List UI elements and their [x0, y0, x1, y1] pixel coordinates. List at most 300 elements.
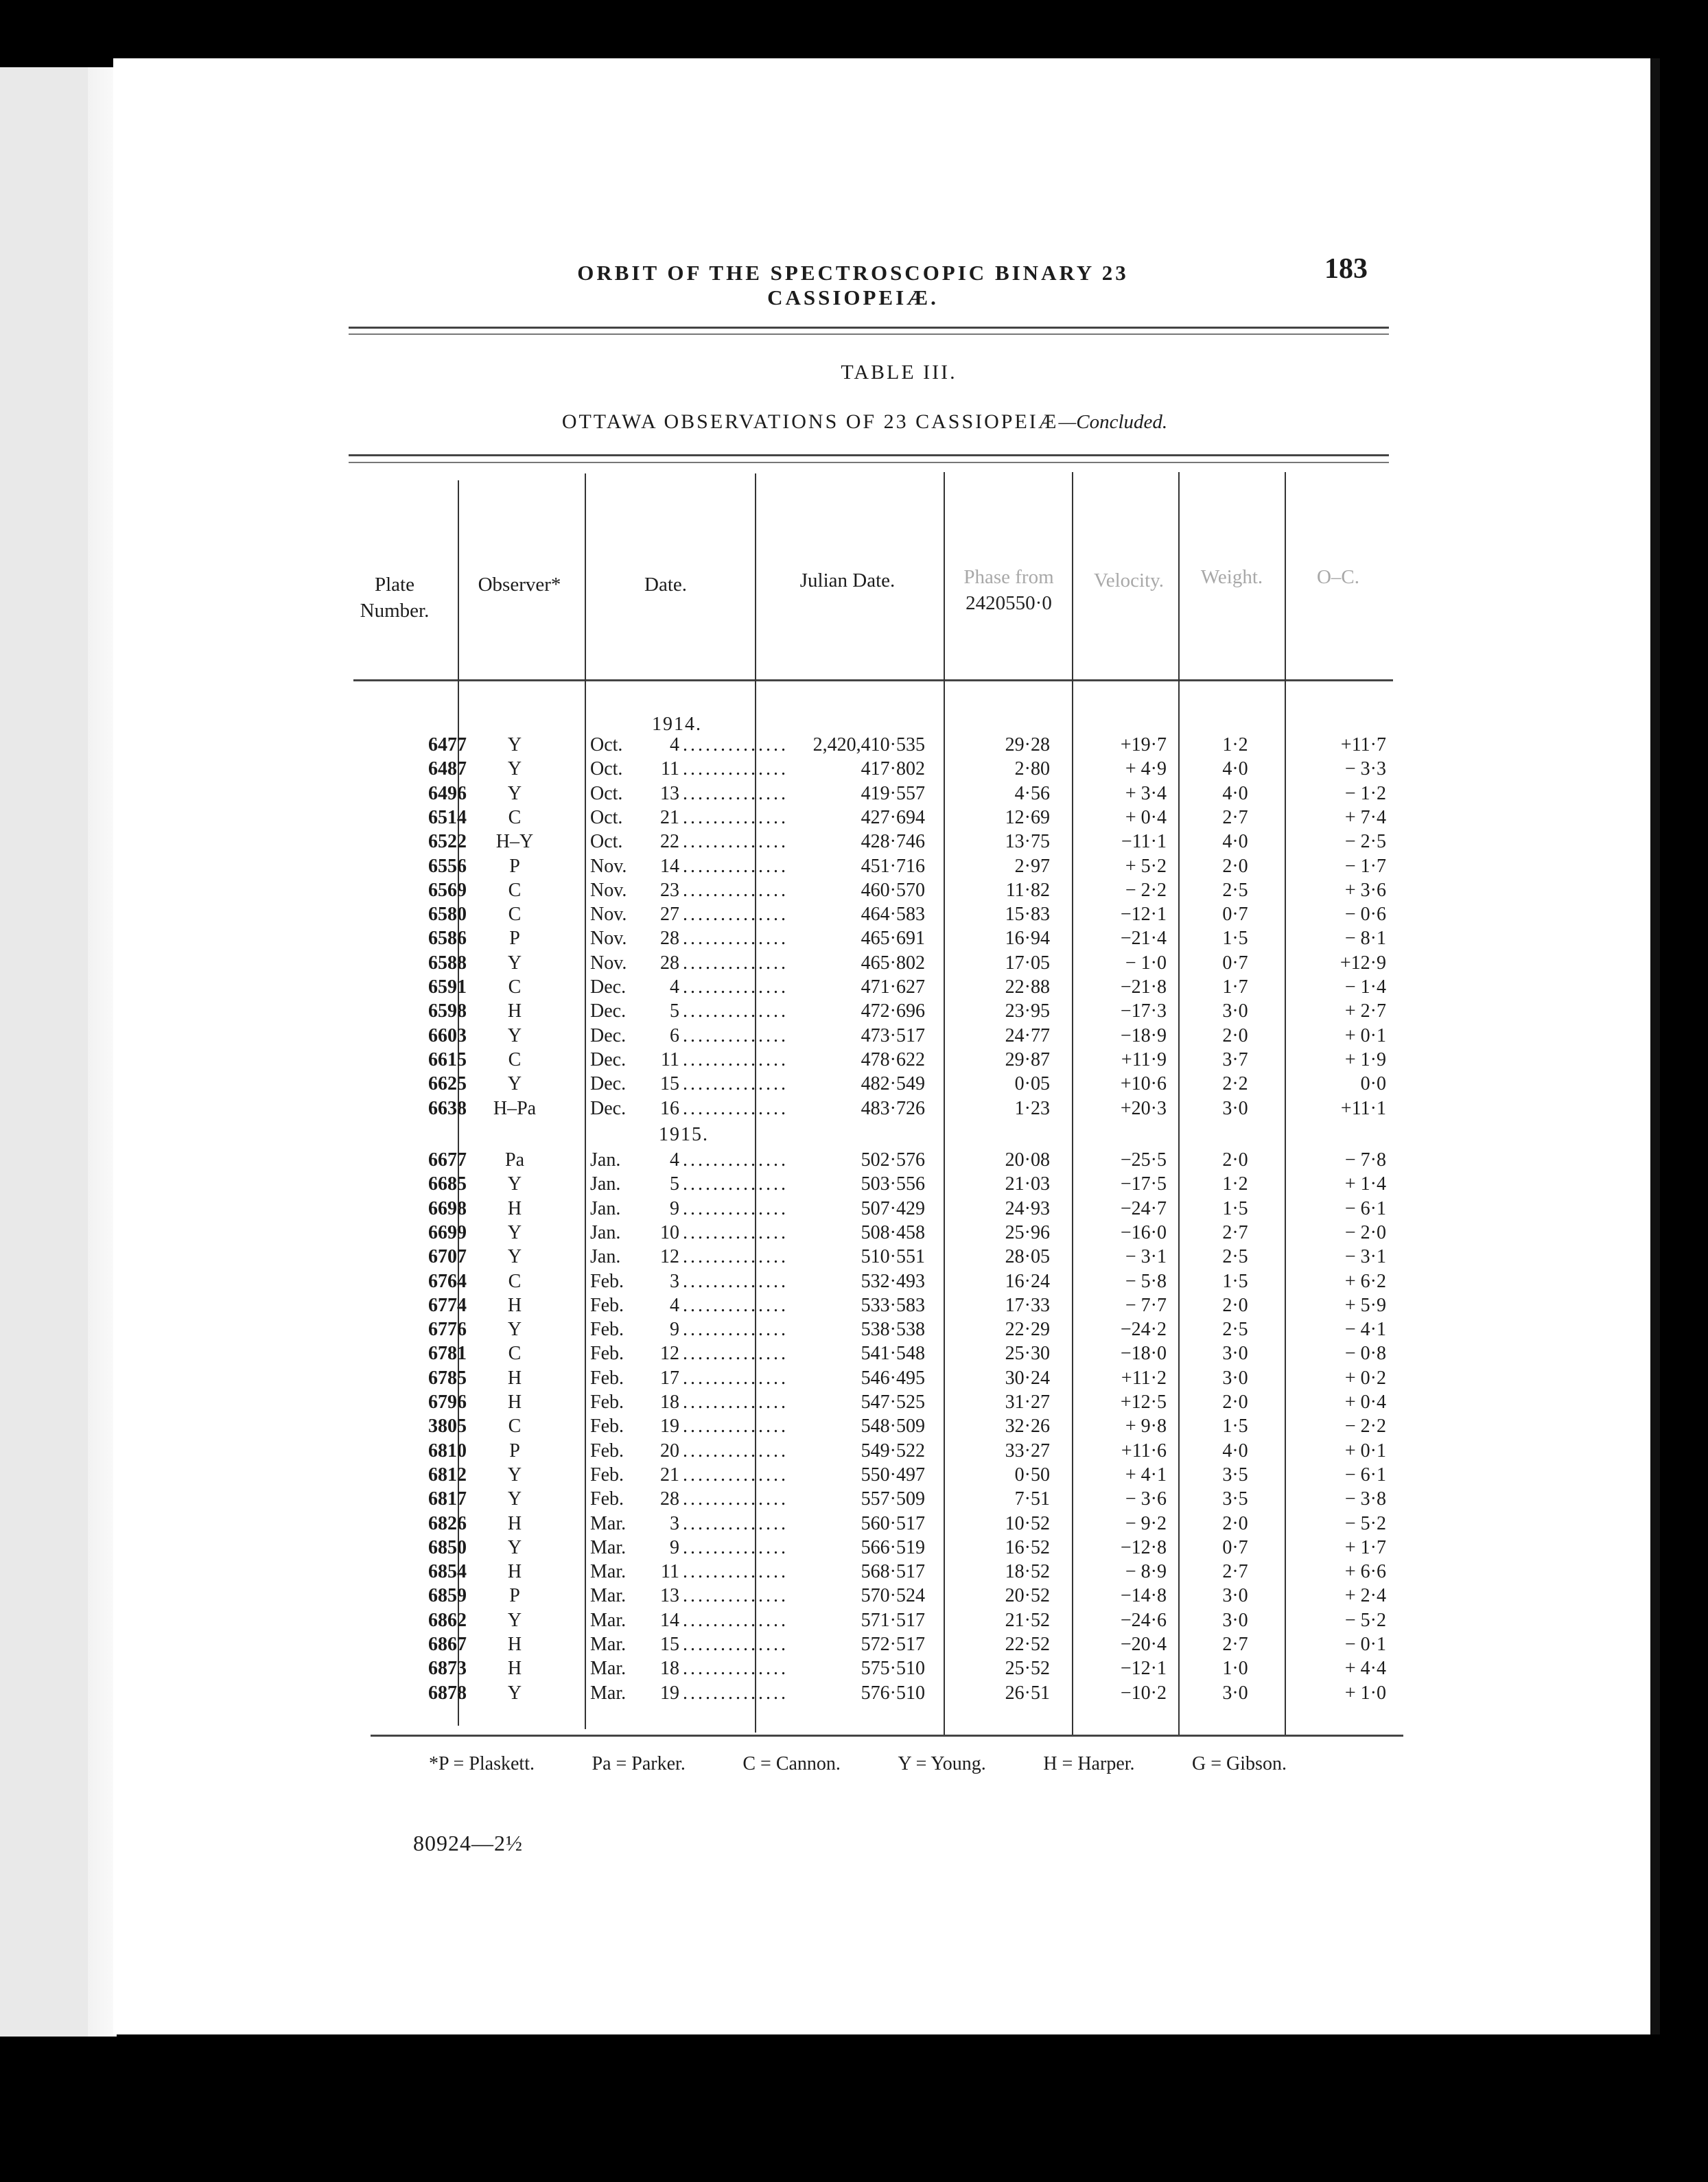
- month-cell: Oct.: [590, 807, 623, 828]
- o-minus-c-cell: + 0·1: [1344, 1025, 1386, 1046]
- velocity-cell: +12·5: [1120, 1392, 1167, 1413]
- velocity-cell: −11·1: [1121, 831, 1167, 852]
- plate-number-cell: 6685: [428, 1173, 467, 1195]
- day-cell: 21: [660, 807, 679, 828]
- velocity-cell: +19·7: [1120, 734, 1167, 755]
- phase-cell: 20·08: [1005, 1149, 1050, 1171]
- legend-item: G = Gibson.: [1192, 1753, 1287, 1774]
- plate-number-cell: 6580: [428, 904, 467, 925]
- observer-cell: C: [508, 1416, 522, 1437]
- phase-cell: 2·80: [1014, 758, 1050, 779]
- velocity-cell: −24·7: [1120, 1198, 1167, 1219]
- observer-cell: Y: [507, 734, 522, 755]
- o-minus-c-cell: − 0·6: [1344, 904, 1386, 925]
- observer-cell: H: [507, 1368, 522, 1389]
- header-date: Date.: [644, 574, 687, 596]
- month-cell: Mar.: [590, 1561, 627, 1582]
- table-row: [0, 926, 1708, 951]
- julian-date-cell: 465·802: [861, 952, 925, 974]
- phase-cell: 16·52: [1005, 1537, 1050, 1558]
- weight-cell: 2·7: [1222, 1222, 1248, 1243]
- julian-date-cell: 482·549: [861, 1073, 925, 1094]
- observer-cell: Y: [507, 1537, 522, 1558]
- phase-cell: 20·52: [1005, 1585, 1050, 1606]
- o-minus-c-cell: − 8·1: [1344, 928, 1386, 949]
- table-row: [0, 1656, 1708, 1681]
- day-cell: 11: [661, 1049, 679, 1070]
- table-row: [0, 1390, 1708, 1415]
- month-cell: Nov.: [590, 856, 627, 877]
- julian-date-cell: 557·509: [861, 1488, 925, 1510]
- plate-number-cell: 6862: [428, 1610, 467, 1631]
- leader-dots: ..............: [683, 758, 788, 779]
- plate-number-cell: 6603: [428, 1025, 467, 1046]
- table-row: [0, 782, 1708, 806]
- leader-dots: ..............: [683, 1561, 788, 1582]
- velocity-cell: +10·6: [1120, 1073, 1167, 1094]
- observer-cell: Y: [507, 1682, 522, 1704]
- weight-cell: 3·7: [1222, 1049, 1248, 1070]
- observer-cell: H: [507, 1198, 522, 1219]
- month-cell: Feb.: [590, 1368, 624, 1389]
- julian-date-cell: 571·517: [861, 1610, 925, 1631]
- julian-date-cell: 550·497: [861, 1464, 925, 1486]
- weight-cell: 3·0: [1222, 1368, 1248, 1389]
- leader-dots: ..............: [683, 1025, 788, 1046]
- velocity-cell: − 3·1: [1125, 1246, 1167, 1267]
- julian-date-cell: 560·517: [861, 1513, 925, 1534]
- leader-dots: ..............: [683, 1368, 788, 1389]
- weight-cell: 2·0: [1222, 1295, 1248, 1316]
- leader-dots: ..............: [683, 856, 788, 877]
- table-row: [0, 1560, 1708, 1584]
- o-minus-c-cell: + 1·9: [1344, 1049, 1386, 1070]
- observer-cell: Y: [507, 952, 522, 974]
- weight-cell: 2·5: [1222, 880, 1248, 901]
- observer-cell: H: [507, 1295, 522, 1316]
- month-cell: Nov.: [590, 904, 627, 925]
- weight-cell: 2·0: [1222, 1392, 1248, 1413]
- day-cell: 9: [670, 1319, 679, 1340]
- phase-cell: 25·52: [1005, 1658, 1050, 1679]
- leader-dots: ..............: [683, 1610, 788, 1631]
- plate-number-cell: 6785: [428, 1368, 467, 1389]
- header-phase-line1: Phase from: [963, 566, 1054, 588]
- header-velocity: Velocity.: [1093, 570, 1164, 591]
- header-phase-line2: 2420550·0: [966, 592, 1052, 614]
- observer-cell: P: [509, 1585, 520, 1606]
- phase-cell: 24·77: [1005, 1025, 1050, 1046]
- velocity-cell: + 4·1: [1125, 1464, 1167, 1486]
- table-row: [0, 1172, 1708, 1197]
- velocity-cell: −10·2: [1120, 1682, 1167, 1704]
- phase-cell: 12·69: [1005, 807, 1050, 828]
- leader-dots: ..............: [683, 1246, 788, 1267]
- velocity-cell: −21·4: [1120, 928, 1167, 949]
- day-cell: 4: [670, 1295, 679, 1316]
- month-cell: Jan.: [590, 1173, 621, 1195]
- velocity-cell: −12·1: [1120, 904, 1167, 925]
- weight-cell: 1·2: [1222, 734, 1248, 755]
- table-row: [0, 951, 1708, 976]
- julian-date-cell: 428·746: [861, 831, 925, 852]
- velocity-cell: + 0·4: [1125, 807, 1167, 828]
- legend-item: Y = Young.: [898, 1753, 986, 1774]
- observer-cell: Y: [507, 1173, 522, 1195]
- leader-dots: ..............: [683, 880, 788, 901]
- observer-cell: H: [507, 1634, 522, 1655]
- month-cell: Feb.: [590, 1440, 624, 1462]
- o-minus-c-cell: + 6·6: [1344, 1561, 1386, 1582]
- table-subtitle-text: OTTAWA OBSERVATIONS OF 23 CASSIOPEIÆ: [561, 410, 1059, 433]
- observer-cell: H–Y: [495, 831, 534, 852]
- day-cell: 15: [660, 1073, 679, 1094]
- observer-cell: Y: [507, 1246, 522, 1267]
- plate-number-cell: 6878: [428, 1682, 467, 1704]
- month-cell: Dec.: [590, 1073, 627, 1094]
- o-minus-c-cell: − 6·1: [1344, 1464, 1386, 1486]
- table-row: [0, 1269, 1708, 1294]
- julian-date-cell: 451·716: [861, 856, 925, 877]
- month-cell: Feb.: [590, 1319, 624, 1340]
- julian-date-cell: 419·557: [861, 783, 925, 804]
- phase-cell: 0·05: [1014, 1073, 1050, 1094]
- julian-date-cell: 472·696: [861, 1000, 925, 1022]
- month-cell: Jan.: [590, 1149, 621, 1171]
- velocity-cell: −18·0: [1120, 1343, 1167, 1364]
- month-cell: Jan.: [590, 1198, 621, 1219]
- month-cell: Feb.: [590, 1416, 624, 1437]
- velocity-cell: − 7·7: [1125, 1295, 1167, 1316]
- month-cell: Feb.: [590, 1343, 624, 1364]
- header-plate-line1: Plate: [375, 574, 414, 596]
- plate-number-cell: 6810: [428, 1440, 467, 1462]
- phase-cell: 26·51: [1005, 1682, 1050, 1704]
- plate-number-cell: 6817: [428, 1488, 467, 1510]
- table-row: [0, 1414, 1708, 1439]
- weight-cell: 1·0: [1222, 1658, 1248, 1679]
- julian-date-cell: 549·522: [861, 1440, 925, 1462]
- table-row: [0, 1608, 1708, 1633]
- legend-item: *P = Plaskett.: [429, 1753, 535, 1774]
- o-minus-c-cell: − 1·2: [1344, 783, 1386, 804]
- julian-date-cell: 568·517: [861, 1561, 925, 1582]
- table-subtitle: [480, 410, 1249, 434]
- plate-number-cell: 6774: [428, 1295, 467, 1316]
- phase-cell: 25·30: [1005, 1343, 1050, 1364]
- phase-cell: 18·52: [1005, 1561, 1050, 1582]
- month-cell: Nov.: [590, 952, 627, 974]
- table-row: [0, 1293, 1708, 1318]
- weight-cell: 4·0: [1222, 758, 1248, 779]
- weight-cell: 4·0: [1222, 783, 1248, 804]
- month-cell: Dec.: [590, 1049, 627, 1070]
- day-cell: 14: [660, 856, 679, 877]
- observer-cell: Y: [507, 1610, 522, 1631]
- phase-cell: 0·50: [1014, 1464, 1050, 1486]
- observer-cell: C: [508, 1049, 522, 1070]
- velocity-cell: − 1·0: [1125, 952, 1167, 974]
- o-minus-c-cell: + 0·1: [1344, 1440, 1386, 1462]
- plate-number-cell: 6850: [428, 1537, 467, 1558]
- observer-cell: H: [507, 1000, 522, 1022]
- weight-cell: 3·0: [1222, 1610, 1248, 1631]
- observer-cell: C: [508, 880, 522, 901]
- julian-date-cell: 460·570: [861, 880, 925, 901]
- phase-cell: 28·05: [1005, 1246, 1050, 1267]
- month-cell: Nov.: [590, 928, 627, 949]
- day-cell: 4: [670, 734, 679, 755]
- table-subtitle-suffix: —Concluded.: [1058, 411, 1168, 433]
- o-minus-c-cell: + 1·4: [1344, 1173, 1386, 1195]
- o-minus-c-cell: 0·0: [1360, 1073, 1386, 1094]
- day-cell: 23: [660, 880, 679, 901]
- weight-cell: 3·5: [1222, 1488, 1248, 1510]
- phase-cell: 16·94: [1005, 928, 1050, 949]
- o-minus-c-cell: + 4·4: [1344, 1658, 1386, 1679]
- weight-cell: 2·2: [1222, 1073, 1248, 1094]
- weight-cell: 2·0: [1222, 1513, 1248, 1534]
- weight-cell: 2·7: [1222, 1634, 1248, 1655]
- o-minus-c-cell: − 6·1: [1344, 1198, 1386, 1219]
- day-cell: 19: [660, 1416, 679, 1437]
- day-cell: 11: [661, 758, 679, 779]
- leader-dots: ..............: [683, 734, 788, 755]
- weight-cell: 4·0: [1222, 1440, 1248, 1462]
- month-cell: Jan.: [590, 1246, 621, 1267]
- o-minus-c-cell: − 5·2: [1344, 1610, 1386, 1631]
- day-cell: 28: [660, 952, 679, 974]
- table-row: [0, 1584, 1708, 1608]
- day-cell: 13: [660, 783, 679, 804]
- julian-date-cell: 532·493: [861, 1271, 925, 1292]
- julian-date-cell: 566·519: [861, 1537, 925, 1558]
- weight-cell: 2·7: [1222, 1561, 1248, 1582]
- day-cell: 28: [660, 1488, 679, 1510]
- table-row: [0, 830, 1708, 854]
- month-cell: Oct.: [590, 734, 623, 755]
- table-row: [0, 1197, 1708, 1221]
- julian-date-cell: 464·583: [861, 904, 925, 925]
- weight-cell: 3·0: [1222, 1000, 1248, 1022]
- julian-date-cell: 483·726: [861, 1098, 925, 1119]
- day-cell: 5: [670, 1000, 679, 1022]
- observer-cell: C: [508, 1343, 522, 1364]
- weight-cell: 3·5: [1222, 1464, 1248, 1486]
- month-cell: Feb.: [590, 1488, 624, 1510]
- phase-cell: 16·24: [1005, 1271, 1050, 1292]
- julian-date-cell: 417·802: [861, 758, 925, 779]
- month-cell: Mar.: [590, 1513, 627, 1534]
- plate-number-cell: 6826: [428, 1513, 467, 1534]
- table-row: [0, 1221, 1708, 1245]
- day-cell: 6: [670, 1025, 679, 1046]
- leader-dots: ..............: [683, 1682, 788, 1704]
- plate-number-cell: 6514: [428, 807, 467, 828]
- table-title: TABLE III.: [841, 361, 957, 384]
- table-row: [0, 878, 1708, 903]
- day-cell: 17: [660, 1368, 679, 1389]
- day-cell: 27: [660, 904, 679, 925]
- phase-cell: 4·56: [1014, 783, 1050, 804]
- legend-item: Pa = Parker.: [592, 1753, 686, 1774]
- julian-date-cell: 503·556: [861, 1173, 925, 1195]
- weight-cell: 3·0: [1222, 1585, 1248, 1606]
- leader-dots: ..............: [683, 1149, 788, 1171]
- velocity-cell: + 9·8: [1125, 1416, 1167, 1437]
- table-row: [0, 1024, 1708, 1048]
- month-cell: Oct.: [590, 758, 623, 779]
- weight-cell: 2·0: [1222, 1025, 1248, 1046]
- observer-cell: P: [509, 856, 520, 877]
- month-cell: Nov.: [590, 880, 627, 901]
- phase-cell: 33·27: [1005, 1440, 1050, 1462]
- o-minus-c-cell: − 3·1: [1344, 1246, 1386, 1267]
- observer-cell: H: [507, 1658, 522, 1679]
- velocity-cell: +11·2: [1121, 1368, 1167, 1389]
- day-cell: 16: [660, 1098, 679, 1119]
- observer-cell: C: [508, 1271, 522, 1292]
- day-cell: 20: [660, 1440, 679, 1462]
- plate-number-cell: 6477: [428, 734, 467, 755]
- day-cell: 3: [670, 1513, 679, 1534]
- phase-cell: 22·29: [1005, 1319, 1050, 1340]
- day-cell: 22: [660, 831, 679, 852]
- month-cell: Oct.: [590, 831, 623, 852]
- running-head: ORBIT OF THE SPECTROSCOPIC BINARY 23 CASSIOPEIÆ.: [577, 261, 1129, 309]
- leader-dots: ..............: [683, 1000, 788, 1022]
- phase-cell: 21·03: [1005, 1173, 1050, 1195]
- observer-cell: C: [508, 976, 522, 998]
- weight-cell: 2·5: [1222, 1319, 1248, 1340]
- plate-number-cell: 6707: [428, 1246, 467, 1267]
- plate-number-cell: 6698: [428, 1198, 467, 1219]
- leader-dots: ..............: [683, 1173, 788, 1195]
- header-weight: Weight.: [1200, 566, 1263, 588]
- velocity-cell: −12·1: [1120, 1658, 1167, 1679]
- observer-cell: Pa: [505, 1149, 524, 1171]
- o-minus-c-cell: +11·1: [1340, 1098, 1386, 1119]
- plate-number-cell: 6598: [428, 1000, 467, 1022]
- month-cell: Mar.: [590, 1537, 627, 1558]
- observer-cell: Y: [507, 1073, 522, 1094]
- phase-cell: 22·88: [1005, 976, 1050, 998]
- weight-cell: 1·5: [1222, 1271, 1248, 1292]
- day-cell: 9: [670, 1198, 679, 1219]
- year-label-1914: 1914.: [652, 714, 702, 735]
- table-row: [0, 1512, 1708, 1536]
- velocity-cell: − 2·2: [1125, 880, 1167, 901]
- header-rule: [353, 679, 1393, 681]
- day-cell: 21: [660, 1464, 679, 1486]
- plate-number-cell: 6487: [428, 758, 467, 779]
- julian-date-cell: 510·551: [861, 1246, 925, 1267]
- table-row: [0, 975, 1708, 1000]
- leader-dots: ..............: [683, 1585, 788, 1606]
- weight-cell: 2·0: [1222, 856, 1248, 877]
- o-minus-c-cell: − 3·8: [1344, 1488, 1386, 1510]
- leader-dots: ..............: [683, 1319, 788, 1340]
- leader-dots: ..............: [683, 831, 788, 852]
- plate-number-cell: 6625: [428, 1073, 467, 1094]
- weight-cell: 3·0: [1222, 1098, 1248, 1119]
- header-oc: O–C.: [1316, 566, 1360, 588]
- o-minus-c-cell: + 3·6: [1344, 880, 1386, 901]
- legend-item: C = Cannon.: [742, 1753, 841, 1774]
- plate-number-cell: 6496: [428, 783, 467, 804]
- day-cell: 18: [660, 1392, 679, 1413]
- table-row: [0, 1536, 1708, 1560]
- leader-dots: ..............: [683, 1049, 788, 1070]
- table-row: [0, 1148, 1708, 1173]
- o-minus-c-cell: − 3·3: [1344, 758, 1386, 779]
- velocity-cell: + 3·4: [1125, 783, 1167, 804]
- plate-number-cell: 6522: [428, 831, 467, 852]
- phase-cell: 22·52: [1005, 1634, 1050, 1655]
- o-minus-c-cell: +12·9: [1340, 952, 1386, 974]
- observer-cell: H–Pa: [493, 1098, 537, 1119]
- plate-number-cell: 6859: [428, 1585, 467, 1606]
- table-row: [0, 1463, 1708, 1488]
- o-minus-c-cell: − 2·0: [1344, 1222, 1386, 1243]
- table-row: [0, 1681, 1708, 1706]
- observer-cell: C: [508, 807, 522, 828]
- julian-date-cell: 533·583: [861, 1295, 925, 1316]
- table-row: [0, 1072, 1708, 1096]
- month-cell: Dec.: [590, 1000, 627, 1022]
- observer-cell: Y: [507, 1222, 522, 1243]
- weight-cell: 3·0: [1222, 1343, 1248, 1364]
- month-cell: Mar.: [590, 1610, 627, 1631]
- phase-cell: 15·83: [1005, 904, 1050, 925]
- month-cell: Dec.: [590, 1098, 627, 1119]
- julian-date-cell: 570·524: [861, 1585, 925, 1606]
- o-minus-c-cell: + 2·4: [1344, 1585, 1386, 1606]
- leader-dots: ..............: [683, 1198, 788, 1219]
- leader-dots: ..............: [683, 1537, 788, 1558]
- phase-cell: 29·87: [1005, 1049, 1050, 1070]
- observer-cell: P: [509, 928, 520, 949]
- month-cell: Feb.: [590, 1271, 624, 1292]
- o-minus-c-cell: − 7·8: [1344, 1149, 1386, 1171]
- observer-cell: Y: [507, 783, 522, 804]
- julian-date-cell: 478·622: [861, 1049, 925, 1070]
- day-cell: 19: [660, 1682, 679, 1704]
- leader-dots: ..............: [683, 1464, 788, 1486]
- velocity-cell: − 3·6: [1125, 1488, 1167, 1510]
- observer-legend: [429, 1753, 1287, 1775]
- leader-dots: ..............: [683, 904, 788, 925]
- table-row: [0, 999, 1708, 1024]
- julian-date-cell: 547·525: [861, 1392, 925, 1413]
- leader-dots: ..............: [683, 1488, 788, 1510]
- o-minus-c-cell: + 2·7: [1344, 1000, 1386, 1022]
- leader-dots: ..............: [683, 1440, 788, 1462]
- page-number: 183: [1324, 253, 1368, 285]
- o-minus-c-cell: + 7·4: [1344, 807, 1386, 828]
- month-cell: Oct.: [590, 783, 623, 804]
- leader-dots: ..............: [683, 807, 788, 828]
- julian-date-cell: 427·694: [861, 807, 925, 828]
- header-julian-date: Julian Date.: [799, 570, 896, 591]
- weight-cell: 1·5: [1222, 1198, 1248, 1219]
- rule: [349, 333, 1389, 335]
- observer-cell: Y: [507, 1025, 522, 1046]
- observer-cell: H: [507, 1513, 522, 1534]
- velocity-cell: +11·9: [1121, 1049, 1167, 1070]
- weight-cell: 4·0: [1222, 831, 1248, 852]
- velocity-cell: −14·8: [1120, 1585, 1167, 1606]
